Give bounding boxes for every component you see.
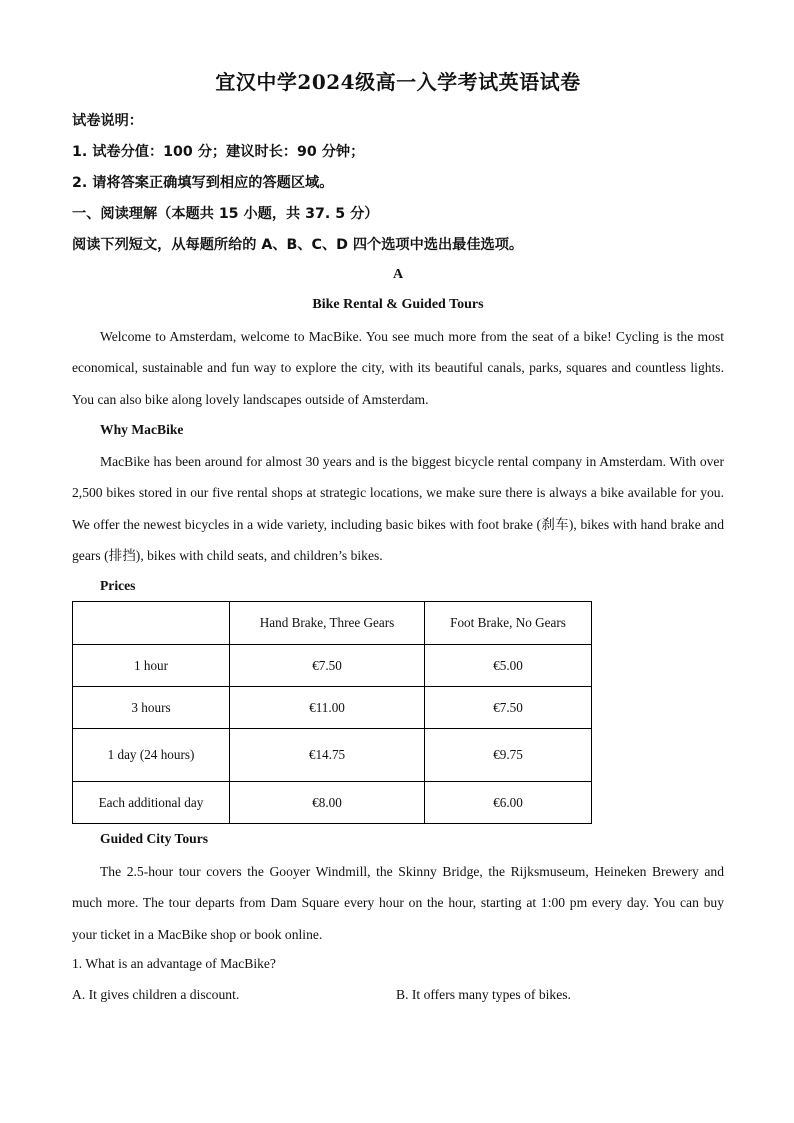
instruction-item-1: 1. 试卷分值：100 分；建议时长：90 分钟； bbox=[72, 144, 365, 160]
table-row bbox=[73, 645, 592, 687]
table-header-cell bbox=[73, 602, 230, 645]
section-title: 一、阅读理解（本题共 15 小题，共 37. 5 分） bbox=[72, 206, 379, 222]
table-header-cell: Foot Brake, No Gears bbox=[425, 602, 592, 645]
table-cell: 3 hours bbox=[73, 687, 230, 729]
tours-text: The 2.5-hour tour covers the Gooyer Windmill, the Skinny Bridge, the Rijksmuseum, Heineken Brewery and much more. The tour departs from Dam Square every hour on the hour, starting at 1:00 pm every day. You can buy your ticket in a MacBike shop or book online. bbox=[72, 864, 724, 942]
question-1-stem: 1. What is an advantage of MacBike? bbox=[72, 956, 276, 971]
table-cell: €7.50 bbox=[425, 687, 592, 729]
table-cell: €6.00 bbox=[425, 782, 592, 824]
tours-heading: Guided City Tours bbox=[100, 831, 209, 846]
table-cell: Each additional day bbox=[73, 782, 230, 824]
instructions-heading: 试卷说明： bbox=[72, 113, 143, 129]
table-cell: €11.00 bbox=[230, 687, 425, 729]
table-row bbox=[73, 782, 592, 824]
table-cell: €8.00 bbox=[230, 782, 425, 824]
why-text: MacBike has been around for almost 30 years and is the biggest bicycle rental company in Amsterdam. With over 2,500 bikes stored in our five rental shops at strategic locations, we make sure there is always a bike available for you. We offer the newest bicycles in a wide variety, including basic bikes with foot brake (刹车), bikes with hand brake and gears (排挡), bikes with child seats, and children’s bikes. bbox=[72, 454, 724, 563]
table-row bbox=[73, 687, 592, 729]
table-cell: €14.75 bbox=[230, 729, 425, 782]
table-cell: 1 hour bbox=[73, 645, 230, 687]
passage-title: Bike Rental & Guided Tours bbox=[312, 297, 484, 312]
prices-table bbox=[72, 601, 592, 824]
why-heading: Why MacBike bbox=[100, 422, 184, 437]
question-1-option-b: B. It offers many types of bikes. bbox=[396, 987, 571, 1002]
prices-heading: Prices bbox=[100, 578, 136, 593]
table-cell: 1 day (24 hours) bbox=[73, 729, 230, 782]
table-cell: €9.75 bbox=[425, 729, 592, 782]
table-header-cell: Hand Brake, Three Gears bbox=[230, 602, 425, 645]
table-cell: €7.50 bbox=[230, 645, 425, 687]
table-header-row bbox=[73, 602, 592, 645]
table-cell: €5.00 bbox=[425, 645, 592, 687]
question-1-option-a: A. It gives children a discount. bbox=[72, 987, 240, 1002]
section-directions: 阅读下列短文，从每题所给的 A、B、C、D 四个选项中选出最佳选项。 bbox=[72, 237, 524, 253]
passage-intro: Welcome to Amsterdam, welcome to MacBike. You see much more from the seat of a bike! Cycling is the most economical, sustainable and fun way to explore the city, with its beautiful canals, parks, squares and countless lights. You can also bike along lovely landscapes outside of Amsterdam. bbox=[72, 329, 724, 407]
table-row bbox=[73, 729, 592, 782]
passage-letter: A bbox=[392, 267, 404, 282]
exam-title: 宜汉中学2024级高一入学考试英语试卷 bbox=[215, 70, 581, 94]
instruction-item-2: 2. 请将答案正确填写到相应的答题区域。 bbox=[72, 175, 334, 191]
